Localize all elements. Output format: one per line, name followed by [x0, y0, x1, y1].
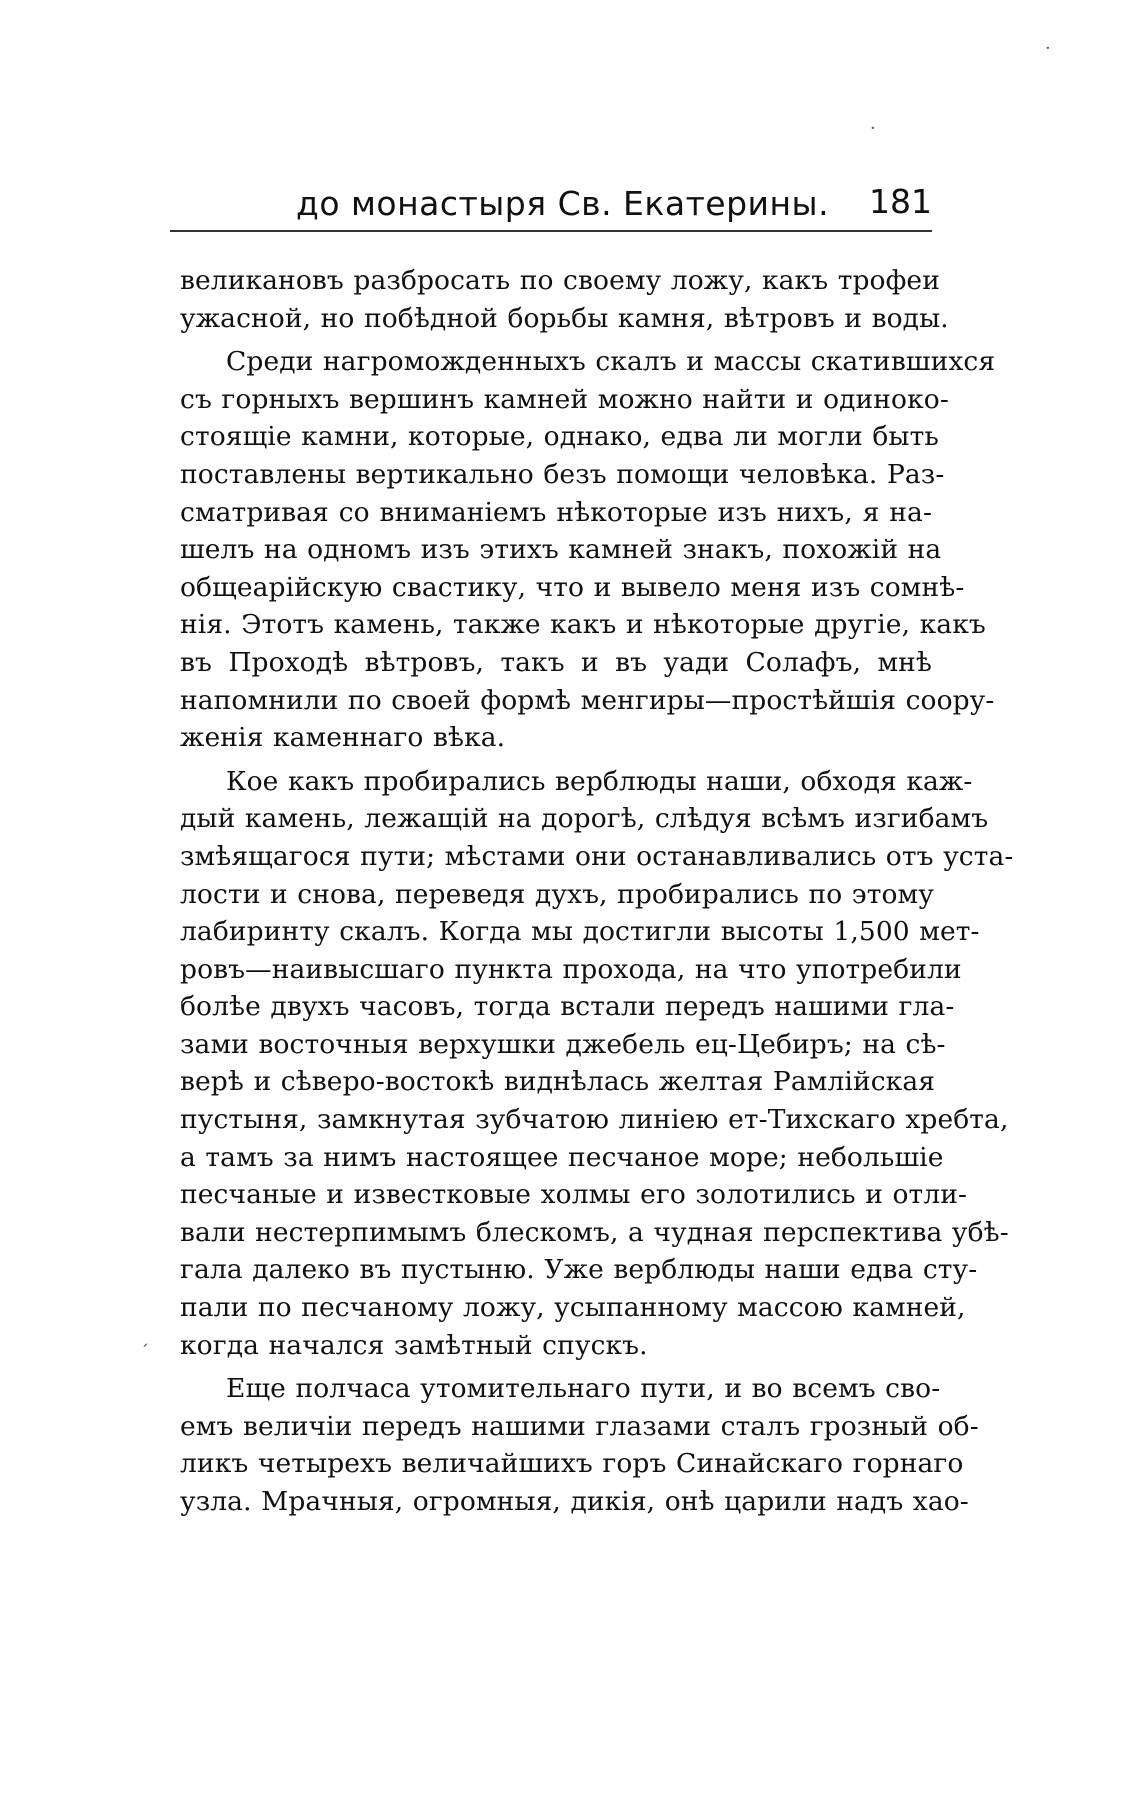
- text-line: шелъ на одномъ изъ этихъ камней знакъ, похожій на: [180, 534, 942, 566]
- text-line: змѣящагося пути; мѣстами они останавливались отъ уста-: [180, 840, 1014, 872]
- scan-speck: ·: [1045, 38, 1051, 59]
- text-line: поставлены вертикально безъ помощи человѣка. Раз-: [180, 458, 945, 490]
- paragraph: [180, 262, 949, 337]
- text-line: верѣ и сѣверо-востокѣ виднѣлась желтая Рамлійская: [180, 1066, 936, 1098]
- text-line: болѣе двухъ часовъ, тогда встали передъ нашими гла-: [180, 991, 955, 1023]
- text-line: пали по песчаному ложу, усыпанному массою камней,: [180, 1292, 966, 1324]
- text-line: гала далеко въ пустыню. Уже верблюды наши едва сту-: [180, 1254, 978, 1286]
- text-line: узла. Мрачныя, огромныя, дикія, онѣ царили надъ хао-: [180, 1486, 969, 1517]
- text-line: великановъ разбросать по своему ложу, какъ трофеи: [180, 265, 940, 296]
- text-line: Еще полчаса утомительнаго пути, и во всемъ сво-: [226, 1373, 941, 1405]
- text-line: песчаные и известковые холмы его золотились и отли-: [180, 1179, 968, 1211]
- text-line: дый камень, лежащій на дорогѣ, слѣдуя всѣмъ изгибамъ: [180, 803, 989, 835]
- text-line: сматривая со вниманіемъ нѣкоторые изъ нихъ, я на-: [180, 496, 932, 528]
- text-line: въ Проходѣ вѣтровъ, такъ и въ уади Солафъ, мнѣ: [180, 646, 932, 678]
- scan-speck: ·: [870, 118, 876, 139]
- text-line: ровъ—наивысшаго пункта прохода, на что употребили: [180, 953, 962, 985]
- text-line: общеарійскую свастику, что и вывело меня изъ сомнѣ-: [180, 571, 965, 603]
- text-line: лости и снова, переведя духъ, пробирались по этому: [180, 878, 934, 910]
- text-line: Среди нагроможденныхъ скалъ и массы скатившихся: [226, 346, 996, 378]
- text-line: напомнили по своей формѣ менгиры—простѣйшія соору-: [180, 684, 995, 716]
- text-line: а тамъ за нимъ настоящее песчаное море; небольшіе: [180, 1141, 944, 1173]
- text-line: вали нестерпимымъ блескомъ, а чудная перспектива убѣ-: [180, 1216, 1009, 1248]
- text-line: зами восточныя верхушки джебель ец-Цебиръ; на сѣ-: [180, 1028, 946, 1060]
- text-line: лабиринту скалъ. Когда мы достигли высоты 1,500 мет-: [180, 916, 980, 948]
- running-title: до монастыря Св. Екатерины.: [296, 184, 830, 223]
- page-number: 181: [869, 182, 932, 221]
- page-header: [170, 172, 932, 232]
- scan-speck: ˊ: [140, 1342, 149, 1363]
- text-line: женія каменнаго вѣка.: [180, 722, 506, 754]
- paragraph: [180, 343, 996, 757]
- text-line: нія. Этотъ камень, также какъ и нѣкоторые другіе, какъ: [180, 609, 986, 641]
- body-text: [180, 262, 1014, 1527]
- paragraph: [180, 763, 1014, 1365]
- header-rule: [170, 230, 932, 232]
- text-line: стоящіе камни, которые, однако, едва ли могли быть: [180, 421, 939, 453]
- text-line: пустыня, замкнутая зубчатою линіею ет-Тихскаго хребта,: [180, 1104, 1009, 1136]
- text-line: ужасной, но побѣдной борьбы камня, вѣтровъ и воды.: [180, 302, 949, 334]
- text-line: ликъ четырехъ величайшихъ горъ Синайскаго горнаго: [180, 1448, 964, 1480]
- text-line: емъ величіи передъ нашими глазами сталъ грозный об-: [180, 1410, 979, 1442]
- text-line: съ горныхъ вершинъ камней можно найти и одиноко-: [180, 383, 949, 415]
- text-line: Кое какъ пробирались верблюды наши, обходя каж-: [226, 765, 973, 797]
- paragraph: [180, 1370, 979, 1520]
- text-line: когда начался замѣтный спускъ.: [180, 1329, 648, 1361]
